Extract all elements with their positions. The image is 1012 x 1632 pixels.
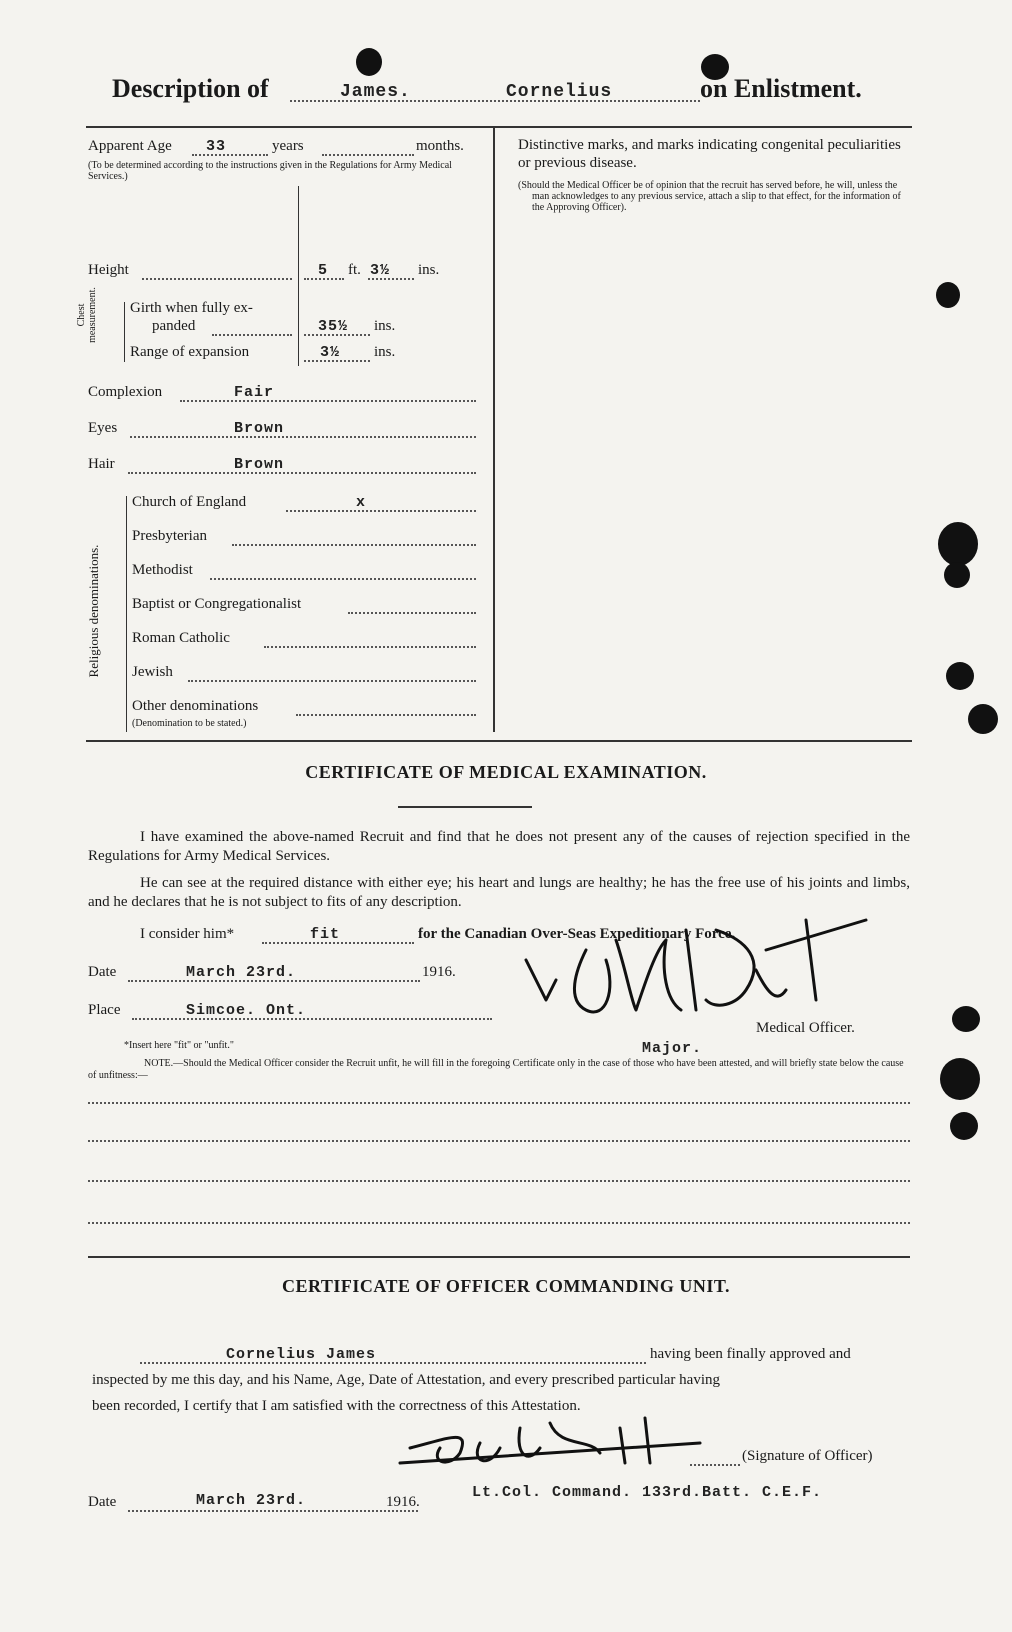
eyes-value: Brown [234, 420, 285, 437]
range-ins-label: ins. [374, 344, 396, 360]
commanding-line-1: having been finally approved and [650, 1346, 851, 1362]
complexion-value: Fair [234, 384, 275, 401]
height-label: Height [88, 262, 129, 278]
medical-year: 1916. [422, 964, 456, 980]
force-text: for the Canadian Over-Seas Expeditionary Force. [418, 926, 736, 942]
commanding-officer-title: Lt.Col. Command. 133rd.Batt. C.E.F. [472, 1484, 823, 1501]
place-label: Place [88, 1002, 121, 1018]
height-ft-value: 5 [318, 262, 329, 279]
complexion-label: Complexion [88, 384, 163, 400]
header-surname: Cornelius [506, 82, 613, 102]
religion-group-label: Religious denominations. [86, 544, 101, 678]
height-ins-label: ins. [418, 262, 440, 278]
range-label: Range of expansion [130, 344, 250, 360]
punch-hole [946, 662, 974, 690]
medical-title: CERTIFICATE OF MEDICAL EXAMINATION. [305, 762, 707, 782]
girth-ins-label: ins. [374, 318, 396, 334]
religion-item-3: Methodist [132, 562, 193, 578]
range-value: 3½ [320, 344, 341, 361]
medical-para-1: I have examined the above-named Recruit and find that he does not present any of the causes of rejection specified in the Regulations for Army Medical Services. [88, 829, 910, 864]
medical-officer-rank: Major. [642, 1040, 703, 1057]
commanding-date-label: Date [88, 1494, 117, 1510]
months-label: months. [416, 138, 464, 154]
punch-hole [952, 1006, 980, 1032]
punch-hole [950, 1112, 978, 1140]
religion-item-7: Other denominations [132, 698, 259, 714]
punch-hole [938, 522, 978, 566]
signature-label: (Signature of Officer) [742, 1448, 873, 1464]
consider-label: I consider him* [140, 926, 235, 942]
marks-note: (Should the Medical Officer be of opinion that the recruit has served before, he will, unless the man acknowledges to any previous service, attach a slip to that effect, for the information of the Approving Officer). [518, 180, 901, 213]
religion-item-4: Baptist or Congregationalist [132, 596, 302, 612]
years-label: years [272, 138, 304, 154]
medical-date-value: March 23rd. [186, 964, 297, 981]
punch-hole [968, 704, 998, 734]
header-prefix: Description of [112, 74, 269, 103]
religion-other-note: (Denomination to be stated.) [132, 718, 247, 729]
medical-date-label: Date [88, 964, 117, 980]
religion-item-1: Church of England [132, 494, 247, 510]
punch-hole [944, 562, 970, 588]
medical-officer-signature [516, 910, 876, 1030]
chest-label: Chest measurement. [76, 287, 98, 343]
medical-officer-label: Medical Officer. [756, 1020, 855, 1036]
consider-value: fit [310, 926, 341, 943]
girth-label-1: Girth when fully ex- [130, 300, 253, 316]
place-value: Simcoe. Ont. [186, 1002, 307, 1019]
religion-item-5: Roman Catholic [132, 630, 230, 646]
punch-hole [936, 282, 960, 308]
commanding-line-2: inspected by me this day, and his Name, Age, Date of Attestation, and every prescribed particular having [92, 1372, 721, 1388]
commanding-name-value: Cornelius James [226, 1346, 377, 1363]
ft-label: ft. [348, 262, 361, 278]
commanding-year: 1916. [386, 1494, 420, 1510]
height-in-value: 3½ [370, 262, 391, 279]
marks-heading: Distinctive marks, and marks indicating congenital peculiarities or previous disease. [518, 137, 901, 171]
commanding-officer-signature [390, 1408, 730, 1478]
header-suffix: on Enlistment. [700, 74, 862, 103]
punch-hole [940, 1058, 980, 1100]
religion-mark-1: x [356, 494, 367, 511]
girth-label-2: panded [152, 318, 196, 334]
age-value: 33 [206, 138, 227, 155]
medical-note: NOTE.—Should the Medical Officer consider the Recruit unfit, he will fill in the foregoing Certificate only in the case of those who have been attested, and will briefly state below the cause of unfitness:— [88, 1058, 904, 1081]
commanding-line-3: been recorded, I certify that I am satisfied with the correctness of this Attestation. [92, 1398, 581, 1414]
girth-value: 35½ [318, 318, 349, 335]
age-label: Apparent Age [88, 138, 172, 154]
medical-para-2: He can see at the required distance with either eye; his heart and lungs are healthy; he has the free use of his joints and limbs, and he declares that he is not subject to fits of any description. [88, 875, 910, 910]
commanding-date-value: March 23rd. [196, 1492, 307, 1509]
commanding-title: CERTIFICATE OF OFFICER COMMANDING UNIT. [281, 1276, 731, 1296]
age-note: (To be determined according to the instructions given in the Regulations for Army Medical Services.) [88, 160, 452, 182]
punch-hole [356, 48, 382, 76]
hair-label: Hair [88, 456, 115, 472]
religion-item-6: Jewish [132, 664, 173, 680]
insert-note: *Insert here "fit" or "unfit." [124, 1040, 234, 1051]
header-first-name: James. [340, 82, 411, 102]
eyes-label: Eyes [88, 420, 118, 436]
hair-value: Brown [234, 456, 285, 473]
religion-item-2: Presbyterian [132, 528, 207, 544]
